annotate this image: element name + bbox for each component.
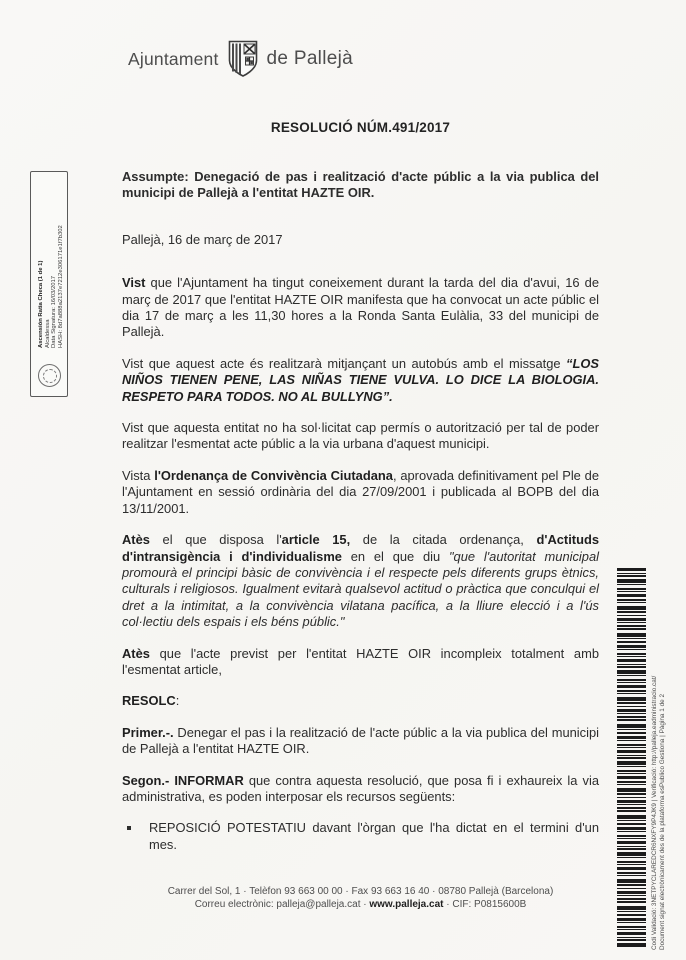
paragraph-primer xyxy=(122,725,599,758)
text-run: Vista xyxy=(122,467,155,483)
signature-line: Data Signatura: 16/03/2017 xyxy=(51,275,58,348)
text-run: “LOS NIÑOS TIENEN PENE, LAS NIÑAS TIENE VULVA. LO DICE LA BIOLOGIA. RESPETO PARA TODOS. NO AL BULLYNG”. xyxy=(122,355,599,404)
text-run: Atès xyxy=(122,532,150,548)
text-run: Vist xyxy=(122,275,146,291)
paragraph-vist-2 xyxy=(122,356,599,405)
text-run: que l'acte previst per l'entitat HAZTE OIR incompleix totalment amb l'esmentat article, xyxy=(122,645,599,677)
document-body xyxy=(122,169,599,868)
text-run: : xyxy=(175,693,180,709)
place-date xyxy=(122,232,599,248)
municipal-header xyxy=(128,40,353,78)
text-run: en el que diu xyxy=(341,548,449,564)
paragraph-ates-article xyxy=(122,532,599,630)
text-run: que contra aquesta resolució, que posa fi i exhaureix la via administrativa, es poden interposar els recursos següents: xyxy=(122,772,599,804)
text-run: article 15, xyxy=(281,532,351,548)
text-run: de la citada ordenança, xyxy=(350,532,537,548)
text-run: l'Ordenança de Convivència Ciutadana xyxy=(154,467,393,483)
header-org-right: de Pallejà xyxy=(266,48,353,69)
resolution-title: RESOLUCIÓ NÚM.491/2017 xyxy=(270,120,451,135)
coat-of-arms-icon xyxy=(228,40,258,78)
text-run: RESOLC xyxy=(122,693,176,709)
text-run: , aprovada definitivament pel Ple de l'Ajuntament en sessió ordinària del dia 27/09/2001 i publicada al BOPB del dia 13/11/2001. xyxy=(122,467,599,516)
validation-code-line: Codi Validació: 3NETPYCLAREDCR6NXFY9P4JK9 | Verificació: http://palleja.eadministracio.cat/ xyxy=(651,675,658,950)
electronic-signature-box xyxy=(30,171,68,397)
text-run: Correu electrònic: palleja@palleja.cat · xyxy=(194,899,370,910)
footer-line xyxy=(122,898,599,911)
paragraph-recurs-reposicio xyxy=(122,820,599,853)
bullet-marker-icon xyxy=(127,826,131,830)
paragraph-vista-ordenanca xyxy=(122,468,599,517)
text-run: Carrer del Sol, 1 · Telèfon 93 663 00 00 · Fax 93 663 16 40 · 08780 Pallejà (Barcelona) xyxy=(167,886,554,897)
paragraph-vist-3 xyxy=(122,420,599,453)
text-run: www.palleja.cat xyxy=(369,899,444,910)
paragraph-ates-incompleix xyxy=(122,646,599,679)
text-run: REPOSICIÓ POTESTATIU davant l'òrgan que l'ha dictat en el termini d'un mes. xyxy=(149,820,599,852)
text-run: el que disposa l' xyxy=(149,532,282,548)
paragraph-segon xyxy=(122,773,599,806)
subject-paragraph xyxy=(122,169,599,202)
text-run: Segon.- INFORMAR xyxy=(122,772,244,788)
signature-rotated-text xyxy=(38,180,64,348)
footer-line xyxy=(122,885,599,898)
official-seal-icon xyxy=(38,364,61,387)
text-run: d'Actituds d'intransigència i d'individualisme xyxy=(122,532,600,564)
validation-platform-line: Document signat electrònicament des de la plataforma esPublico Gestiona | Pàgina 1 de 2 xyxy=(659,693,667,950)
validation-rotated-text xyxy=(651,568,669,950)
header-org-left: Ajuntament xyxy=(128,48,219,69)
text-run: Pallejà, 16 de març de 2017 xyxy=(122,231,283,247)
text-run: · CIF: P0815600B xyxy=(443,899,527,910)
signature-line: Ascensión Ratia Checa (1 de 1) xyxy=(38,260,44,348)
text-run: Primer.-. xyxy=(122,724,174,740)
text-run: que l'Ajuntament ha tingut coneixement durant la tarda del dia d'avui, 16 de març de 2017 que l'entitat HAZTE OIR manifesta que ha convocat un acte públic el dia 17 de març a les 11,30 hores a la Ronda Santa Eulàlia, 33 del municipi de Pallejà. xyxy=(122,275,599,340)
document-footer xyxy=(122,885,599,911)
signature-line: Alcaldessa xyxy=(44,319,51,348)
resolc-heading xyxy=(122,693,599,709)
paragraph-vist-1 xyxy=(122,275,599,341)
text-run: Vist que aquesta entitat no ha sol·licitat cap permís o autorització per tal de poder realitzar l'esmentat acte públic a la via urbana d'aquest municipi. xyxy=(122,420,599,452)
text-run: Assumpte: Denegació de pas i realització d'acte públic a la via publica del municipi de Pallejà a l'entitat HAZTE OIR. xyxy=(122,169,599,201)
text-run: Denegar el pas i la realització de l'acte públic a la via publica del municipi de Pallejà a l'entitat HAZTE OIR. xyxy=(122,724,599,757)
text-run: Vist que aquest acte és realitzarà mitjançant un autobús amb el missatge xyxy=(122,355,567,371)
barcode-icon xyxy=(617,568,646,950)
signature-line: HASH: 8d7a888a2137e7212e306171e1f7b302 xyxy=(57,225,64,348)
text-run: "que l'autoritat municipal promourà el principi bàsic de convivència i el respecte pels diferents grups ètnics, culturals i religiosos. Igualment evitarà qualsevol actitud o pràctica que conculqui el dret a la intimitat, a la convivència vilatana pacífica, a la lliure elecció i a l'ús col·lectiu dels espais i els béns públic." xyxy=(122,548,599,630)
text-run: Atès xyxy=(122,645,150,661)
